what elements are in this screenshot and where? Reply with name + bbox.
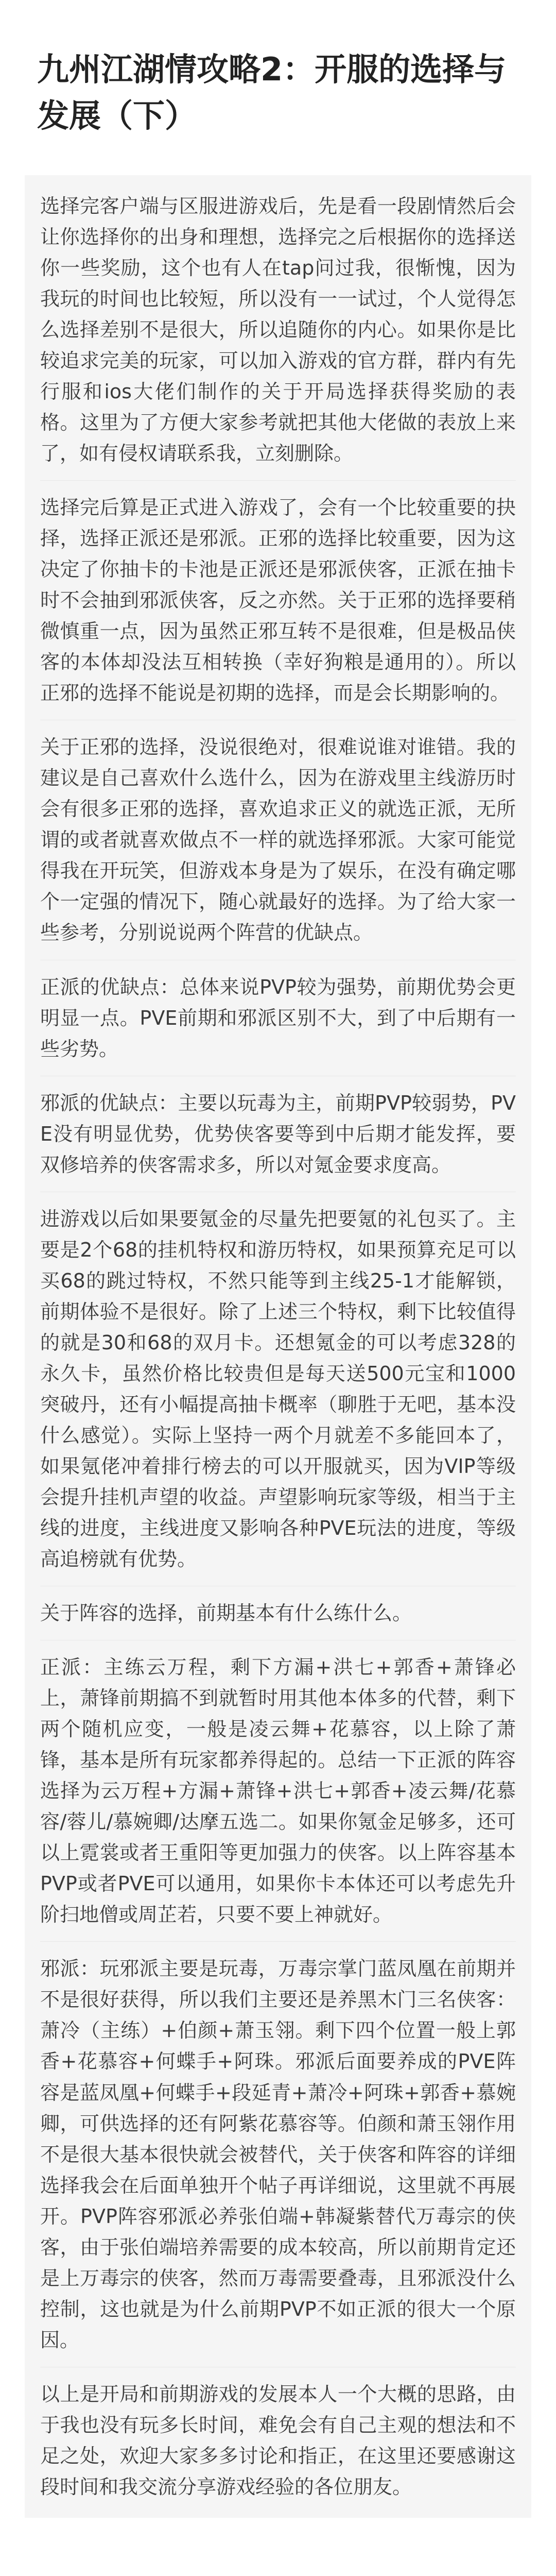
- paragraph: 进游戏以后如果要氪金的尽量先把要氪的礼包买了。主要是2个68的挂机特权和游历特权，如果预算充足可以买68的跳过特权，不然只能等到主线25-1才能解锁，前期体验不是很好。除了上述三个特权，剩下比较值得的就是30和68的双月卡。还想氪金的可以考虑328的永久卡，虽然价格比较贵但是每天送500元宝和1000突破丹，还有小幅提高抽卡概率（聊胜于无吧，基本没什么感觉）。实际上坚持一两个月就差不多能回本了，如果氪佬冲着排行榜去的可以开服就买，因为VIP等级会提升挂机声望的收益。声望影响玩家等级，相当于主线的进度，主线进度又影响各种PVE玩法的进度，等级高追榜就有优势。: [40, 1192, 516, 1586]
- paragraph: 邪派的优缺点：主要以玩毒为主，前期PVP较弱势，PVE没有明显优势，优势侠客要等到中后期才能发挥，要双修培养的侠客需求多，所以对氪金要求度高。: [40, 1076, 516, 1192]
- article-title: 九州江湖情攻略2：开服的选择与发展（下）: [37, 50, 507, 134]
- paragraph: 正派：主练云万程，剩下方漏+洪七+郭香+萧锋必上，萧锋前期搞不到就暂时用其他本体多的代替，剩下两个随机应变，一般是凌云舞+花慕容，以上除了萧锋，基本是所有玩家都养得起的。总结一下正派的阵容选择为云万程+方漏+萧锋+洪七+郭香+凌云舞/花慕容/蓉儿/慕婉卿/达摩五选二。如果你氪金足够多，还可以上霓裳或者王重阳等更加强力的侠客。以上阵容基本PVP或者PVE可以通用，如果你卡本体还可以考虑先升阶扫地僧或周芷若，只要不要上神就好。: [40, 1640, 516, 1942]
- paragraph: 关于正邪的选择，没说很绝对，很难说谁对谁错。我的建议是自己喜欢什么选什么，因为在游戏里主线游历时会有很多正邪的选择，喜欢追求正义的就选正派，无所谓的或者就喜欢做点不一样的就选择邪派。大家可能觉得我在开玩笑，但游戏本身是为了娱乐，在没有确定哪个一定强的情况下，随心就最好的选择。为了给大家一些参考，分别说说两个阵营的优缺点。: [40, 720, 516, 960]
- paragraph: 选择完客户端与区服进游戏后，先是看一段剧情然后会让你选择你的出身和理想，选择完之后根据你的选择送你一些奖励，这个也有人在tap问过我，很惭愧，因为我玩的时间也比较短，所以没有一一试过，个人觉得怎么选择差别不是很大，所以追随你的内心。如果你是比较追求完美的玩家，可以加入游戏的官方群，群内有先行服和ios大佬们制作的关于开局选择获得奖励的表格。这里为了方便大家参考就把其他大佬做的表放上来了，如有侵权请联系我，立刻删除。: [40, 179, 516, 481]
- paragraph: 以上是开局和前期游戏的发展本人一个大概的思路，由于我也没有玩多长时间，难免会有自己主观的想法和不足之处，欢迎大家多多讨论和指正，在这里还要感谢这段时间和我交流分享游戏经验的各位朋友。: [40, 2382, 516, 2498]
- paragraph: 邪派：玩邪派主要是玩毒，万毒宗掌门蓝凤凰在前期并不是很好获得，所以我们主要还是养黑木门三名侠客：萧冷（主练）+伯颜+萧玉翎。剩下四个位置一般上郭香+花慕容+何蝶手+阿珠。邪派后面要养成的PVE阵容是蓝凤凰+何蝶手+段延青+萧冷+阿珠+郭香+慕婉卿，可供选择的还有阿紫花慕容等。伯颜和萧玉翎作用不是很大基本很快就会被替代，关于侠客和阵容的详细选择我会在后面单独开个帖子再详细说，这里就不再展开。PVP阵容邪派必养张伯端+韩凝紫替代万毒宗的侠客，由于张伯端培养需要的成本较高，所以前期肯定还是上万毒宗的侠客，然而万毒需要叠毒，且邪派没什么控制，这也就是为什么前期PVP不如正派的很大一个原因。: [40, 1942, 516, 2367]
- article-body: [25, 175, 531, 2518]
- paragraph: 正派的优缺点：总体来说PVP较为强势，前期优势会更明显一点。PVE前期和邪派区别不大，到了中后期有一些劣势。: [40, 960, 516, 1076]
- paragraph: 选择完后算是正式进入游戏了，会有一个比较重要的抉择，选择正派还是邪派。正邪的选择比较重要，因为这决定了你抽卡的卡池是正派还是邪派侠客，正派在抽卡时不会抽到邪派侠客，反之亦然。关于正邪的选择要稍微慎重一点，因为虽然正邪互转不是很难，但是极品侠客的本体却没法互相转换（幸好狗粮是通用的）。所以正邪的选择不能说是初期的选择，而是会长期影响的。: [40, 481, 516, 720]
- paragraph: 关于阵容的选择，前期基本有什么练什么。: [40, 1586, 516, 1640]
